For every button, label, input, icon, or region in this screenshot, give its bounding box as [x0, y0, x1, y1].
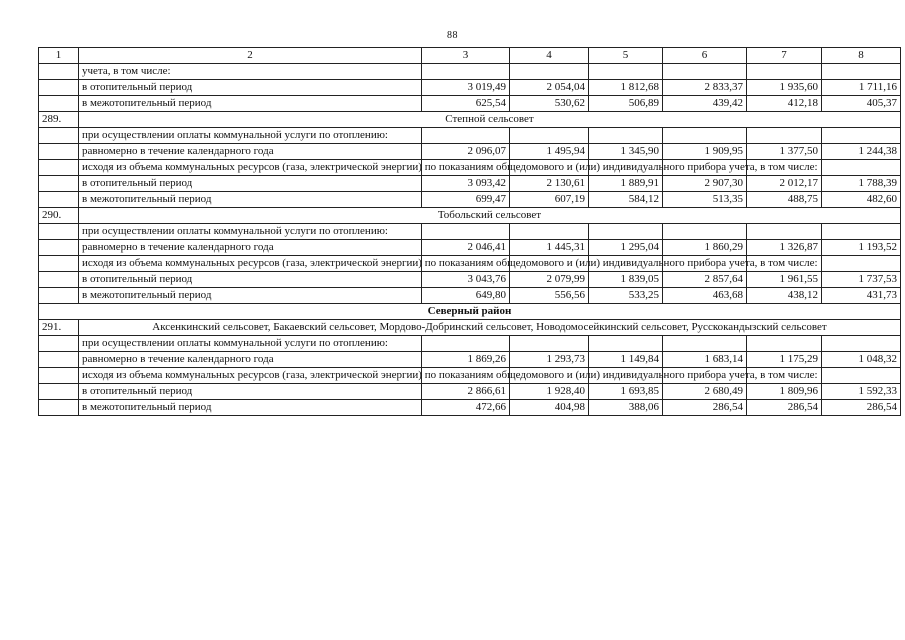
value-row [39, 192, 901, 208]
value-row [39, 400, 901, 416]
empty-cell [822, 160, 901, 176]
row-description: при осуществлении оплаты коммунальной услуги по отоплению: [79, 224, 422, 240]
row-description: исходя из объема коммунальных ресурсов (газа, электрической энергии) по показаниям общедомового и (или) индивидуального прибора учета, в том числе: [79, 368, 422, 384]
value-cell: 286,54 [747, 400, 822, 416]
header-cell: 6 [663, 48, 747, 64]
row-index [39, 288, 79, 304]
empty-cell [422, 64, 510, 80]
row-index: 290. [39, 208, 79, 224]
description-row [39, 128, 901, 144]
header-cell: 3 [422, 48, 510, 64]
header-cell: 7 [747, 48, 822, 64]
empty-cell [822, 256, 901, 272]
empty-cell [822, 128, 901, 144]
row-index [39, 224, 79, 240]
value-cell: 699,47 [422, 192, 510, 208]
value-cell: 2 079,99 [510, 272, 589, 288]
description-row [39, 160, 901, 176]
value-cell: 3 019,49 [422, 80, 510, 96]
row-index [39, 384, 79, 400]
description-row [39, 336, 901, 352]
value-cell: 1 711,16 [822, 80, 901, 96]
value-cell: 439,42 [663, 96, 747, 112]
tariff-table [38, 47, 901, 416]
value-cell: 405,37 [822, 96, 901, 112]
row-index [39, 368, 79, 384]
value-cell: 2 866,61 [422, 384, 510, 400]
empty-cell [422, 128, 510, 144]
description-row [39, 64, 901, 80]
empty-cell [822, 368, 901, 384]
value-row [39, 96, 901, 112]
value-cell: 1 889,91 [589, 176, 663, 192]
empty-cell [747, 128, 822, 144]
row-index [39, 128, 79, 144]
row-label: в отопительный период [79, 384, 422, 400]
empty-cell [822, 336, 901, 352]
empty-cell [663, 224, 747, 240]
value-cell: 388,06 [589, 400, 663, 416]
row-label: в отопительный период [79, 176, 422, 192]
settlement-title: Степной сельсовет [79, 112, 901, 128]
value-cell: 649,80 [422, 288, 510, 304]
value-cell: 1 345,90 [589, 144, 663, 160]
value-cell: 584,12 [589, 192, 663, 208]
row-index [39, 256, 79, 272]
row-label: в отопительный период [79, 272, 422, 288]
value-cell: 1 175,29 [747, 352, 822, 368]
empty-cell [510, 224, 589, 240]
row-description: исходя из объема коммунальных ресурсов (газа, электрической энергии) по показаниям общедомового и (или) индивидуального прибора учета, в том числе: [79, 160, 422, 176]
value-cell: 463,68 [663, 288, 747, 304]
row-label: в межотопительный период [79, 96, 422, 112]
value-cell: 2 096,07 [422, 144, 510, 160]
empty-cell [589, 64, 663, 80]
value-cell: 472,66 [422, 400, 510, 416]
value-cell: 1 737,53 [822, 272, 901, 288]
value-cell: 1 445,31 [510, 240, 589, 256]
value-cell: 506,89 [589, 96, 663, 112]
value-cell: 1 149,84 [589, 352, 663, 368]
row-label: равномерно в течение календарного года [79, 144, 422, 160]
value-cell: 607,19 [510, 192, 589, 208]
value-cell: 1 961,55 [747, 272, 822, 288]
value-cell: 1 326,87 [747, 240, 822, 256]
value-cell: 1 048,32 [822, 352, 901, 368]
table-body [39, 48, 901, 416]
value-cell: 2 680,49 [663, 384, 747, 400]
value-cell: 1 839,05 [589, 272, 663, 288]
empty-cell [589, 128, 663, 144]
value-cell: 2 012,17 [747, 176, 822, 192]
row-index: 289. [39, 112, 79, 128]
value-row [39, 176, 901, 192]
value-cell: 1 809,96 [747, 384, 822, 400]
value-cell: 1 909,95 [663, 144, 747, 160]
value-cell: 404,98 [510, 400, 589, 416]
value-cell: 412,18 [747, 96, 822, 112]
description-row [39, 224, 901, 240]
header-row [39, 48, 901, 64]
value-cell: 1 928,40 [510, 384, 589, 400]
value-cell: 2 054,04 [510, 80, 589, 96]
value-cell: 1 693,85 [589, 384, 663, 400]
value-cell: 1 935,60 [747, 80, 822, 96]
row-index [39, 64, 79, 80]
settlement-title: Аксенкинский сельсовет, Бакаевский сельсовет, Мордово-Добринский сельсовет, Новодомосейкинский сельсовет, Русскокандызский сельсовет [79, 320, 901, 336]
value-cell: 286,54 [663, 400, 747, 416]
page-number: 88 [447, 30, 458, 41]
value-cell: 1 812,68 [589, 80, 663, 96]
row-label: в межотопительный период [79, 400, 422, 416]
row-label: в межотопительный период [79, 192, 422, 208]
value-cell: 1 869,26 [422, 352, 510, 368]
row-description: исходя из объема коммунальных ресурсов (газа, электрической энергии) по показаниям общедомового и (или) индивидуального прибора учета, в том числе: [79, 256, 422, 272]
row-index [39, 192, 79, 208]
header-cell: 8 [822, 48, 901, 64]
row-index [39, 176, 79, 192]
empty-cell [422, 336, 510, 352]
empty-cell [747, 336, 822, 352]
value-row [39, 384, 901, 400]
row-index: 291. [39, 320, 79, 336]
empty-cell [663, 336, 747, 352]
empty-cell [747, 64, 822, 80]
value-cell: 1 377,50 [747, 144, 822, 160]
value-cell: 530,62 [510, 96, 589, 112]
empty-cell [510, 64, 589, 80]
value-cell: 2 130,61 [510, 176, 589, 192]
row-description: при осуществлении оплаты коммунальной услуги по отоплению: [79, 128, 422, 144]
row-index [39, 336, 79, 352]
region-row [39, 304, 901, 320]
empty-cell [663, 64, 747, 80]
value-cell: 1 244,38 [822, 144, 901, 160]
row-index [39, 144, 79, 160]
value-cell: 1 193,52 [822, 240, 901, 256]
empty-cell [663, 128, 747, 144]
settlement-row [39, 112, 901, 128]
empty-cell [747, 224, 822, 240]
settlement-row [39, 320, 901, 336]
row-index [39, 80, 79, 96]
value-cell: 286,54 [822, 400, 901, 416]
empty-cell [510, 336, 589, 352]
value-cell: 625,54 [422, 96, 510, 112]
settlement-row [39, 208, 901, 224]
region-title: Северный район [39, 304, 901, 320]
row-index [39, 400, 79, 416]
empty-cell [422, 224, 510, 240]
value-cell: 1 295,04 [589, 240, 663, 256]
row-label: равномерно в течение календарного года [79, 240, 422, 256]
row-index [39, 96, 79, 112]
value-row [39, 144, 901, 160]
empty-cell [510, 128, 589, 144]
empty-cell [589, 336, 663, 352]
header-cell: 2 [79, 48, 422, 64]
row-index [39, 160, 79, 176]
value-row [39, 240, 901, 256]
value-cell: 1 683,14 [663, 352, 747, 368]
value-row [39, 352, 901, 368]
value-cell: 3 043,76 [422, 272, 510, 288]
description-row [39, 256, 901, 272]
value-cell: 1 788,39 [822, 176, 901, 192]
row-label: в межотопительный период [79, 288, 422, 304]
value-cell: 2 833,37 [663, 80, 747, 96]
empty-cell [822, 64, 901, 80]
row-label: равномерно в течение календарного года [79, 352, 422, 368]
empty-cell [589, 224, 663, 240]
value-cell: 1 495,94 [510, 144, 589, 160]
value-cell: 556,56 [510, 288, 589, 304]
header-cell: 5 [589, 48, 663, 64]
value-row [39, 272, 901, 288]
value-cell: 2 857,64 [663, 272, 747, 288]
value-cell: 533,25 [589, 288, 663, 304]
value-cell: 513,35 [663, 192, 747, 208]
value-cell: 482,60 [822, 192, 901, 208]
row-index [39, 240, 79, 256]
header-cell: 4 [510, 48, 589, 64]
empty-cell [822, 224, 901, 240]
row-description: учета, в том числе: [79, 64, 422, 80]
value-cell: 2 907,30 [663, 176, 747, 192]
settlement-title: Тобольский сельсовет [79, 208, 901, 224]
value-cell: 438,12 [747, 288, 822, 304]
value-cell: 1 860,29 [663, 240, 747, 256]
description-row [39, 368, 901, 384]
row-label: в отопительный период [79, 80, 422, 96]
header-cell: 1 [39, 48, 79, 64]
value-cell: 488,75 [747, 192, 822, 208]
value-row [39, 80, 901, 96]
row-index [39, 272, 79, 288]
value-row [39, 288, 901, 304]
value-cell: 1 592,33 [822, 384, 901, 400]
value-cell: 431,73 [822, 288, 901, 304]
value-cell: 3 093,42 [422, 176, 510, 192]
value-cell: 2 046,41 [422, 240, 510, 256]
value-cell: 1 293,73 [510, 352, 589, 368]
row-description: при осуществлении оплаты коммунальной услуги по отоплению: [79, 336, 422, 352]
row-index [39, 352, 79, 368]
